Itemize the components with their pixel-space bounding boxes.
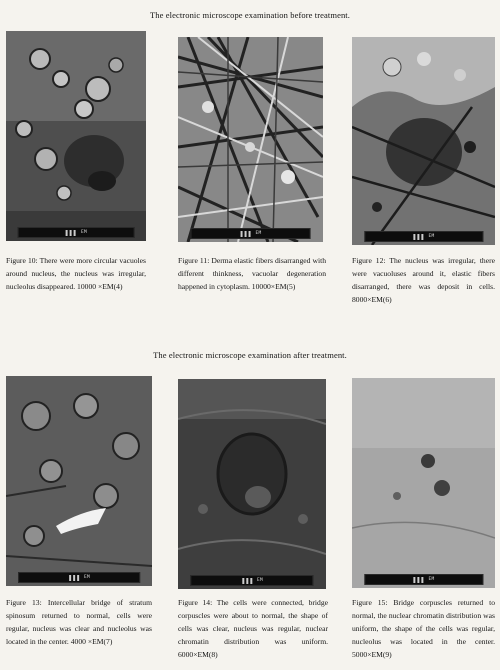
micrograph-figure-14 — [178, 379, 326, 589]
micrograph-figure-13 — [6, 376, 152, 586]
micrograph-figure-10 — [6, 31, 146, 241]
micrograph-image — [6, 376, 152, 586]
scale-bar: EM — [364, 574, 483, 585]
scale-bar: EM — [18, 227, 135, 238]
scale-bar: EM — [18, 572, 140, 583]
figure-13-caption: Figure 13: Intercellular bridge of stratum spinosum returned to normal, cells were regular, nucleus was clear and nucleolus was located in the center. 4000 ×EM(7) — [6, 598, 152, 646]
micrograph-image — [178, 379, 326, 589]
micrograph-image — [178, 37, 323, 242]
figure-15-caption: Figure 15: Bridge corpuscles returned to normal, the nuclear chromatin distribution was uniform, the shape of the cells was regular, nucleolus was located in the center. 5000×EM(9) — [352, 598, 495, 659]
section-title-before: The electronic microscope examination before treatment. — [150, 10, 350, 20]
figure-10-caption: Figure 10: There were more circular vacuoles around nucleus, the nucleus was irregular, nucleolus disappeared. 10000 ×EM(4) — [6, 256, 146, 291]
micrograph-figure-11 — [178, 37, 323, 242]
micrograph-image — [352, 378, 495, 588]
scale-bar: EM — [364, 231, 483, 242]
micrograph-figure-15 — [352, 378, 495, 588]
micrograph-image — [352, 37, 495, 245]
section-title-after: The electronic microscope examination after treatment. — [153, 350, 347, 360]
micrograph-figure-12 — [352, 37, 495, 245]
micrograph-image — [6, 31, 146, 241]
figure-14-caption: Figure 14: The cells were connected, bridge corpuscles were about to normal, the shape of cells was clear, nucleus was regular, nuclear chromatin distribution was uniform. 6000×EM(8) — [178, 598, 328, 659]
figure-11-caption: Figure 11: Derma elastic fibers disarranged with different thinkness, vacuolar degeneration happened in cytoplasm. 10000×EM(5) — [178, 256, 326, 291]
scale-bar: EM — [190, 575, 313, 586]
scale-bar: EM — [190, 228, 311, 239]
figure-12-caption: Figure 12: The nucleus was irregular, there were vacuoluses around it, elastic fibers disarranged, there was deposit in cells. 8000×EM(6) — [352, 256, 495, 304]
